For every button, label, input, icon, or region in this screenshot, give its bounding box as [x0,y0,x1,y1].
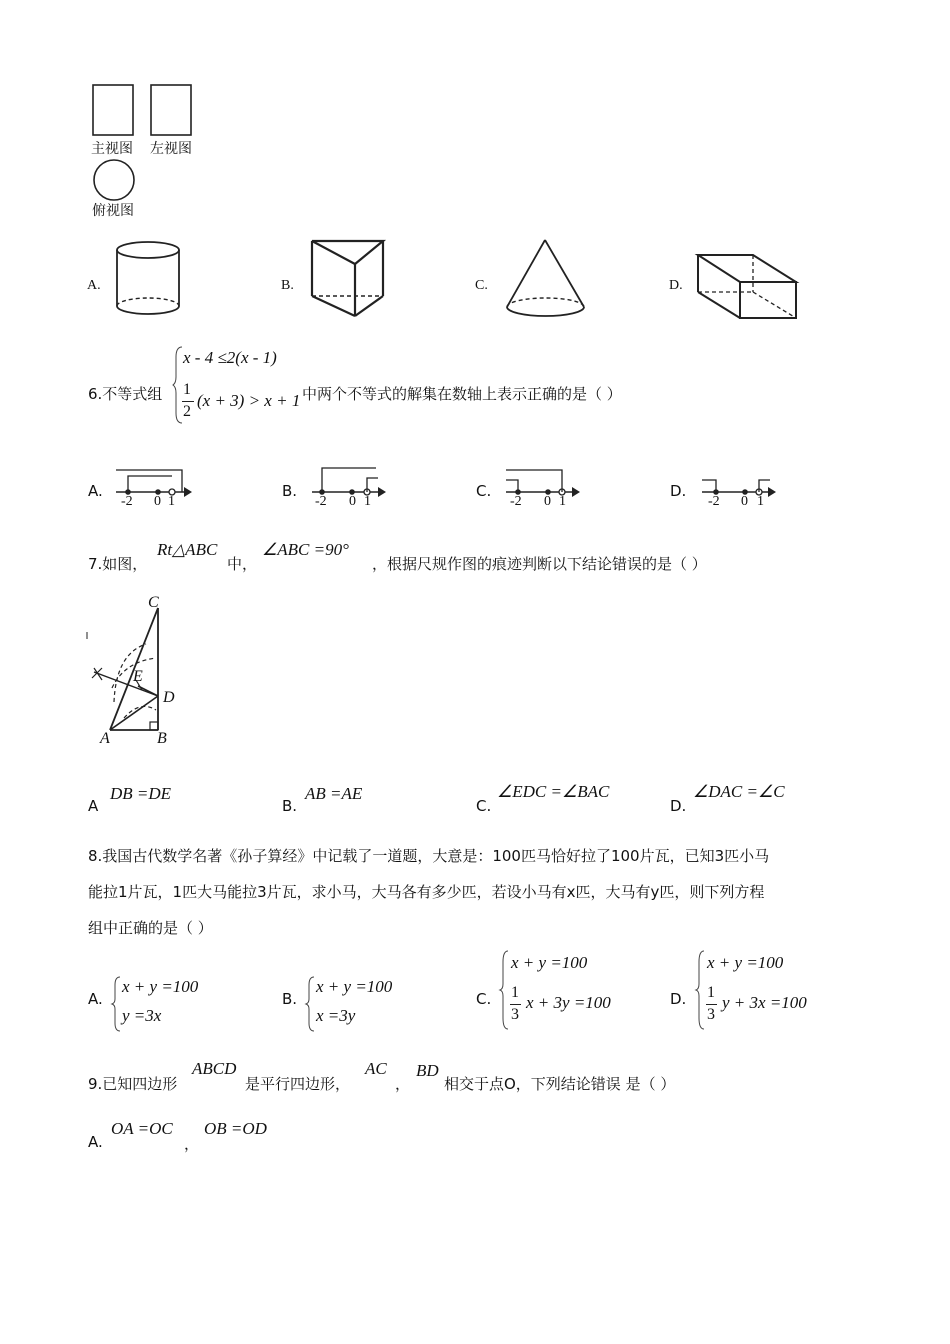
q6-d-tick-0: 0 [741,494,748,509]
q8-line-3: 组中正确的是（ ） [88,919,213,937]
q7-option-a-text[interactable]: DB =DE [110,784,172,803]
q6-a-tick-neg2: -2 [121,494,133,509]
q6-d-tick-neg2: -2 [708,494,720,509]
q8-d-frac-num: 1 [707,984,715,1001]
q7-prefix: 7.如图， [88,555,148,573]
q8-b-eq2: x =3y [316,1006,356,1025]
q8-c-frac-den: 3 [511,1006,519,1023]
q7-angle: ∠ABC =90° [262,540,349,559]
q7-label-a: A [100,730,110,747]
q9-quad: ABCD [192,1059,237,1078]
q6-fraction-den: 2 [183,403,191,420]
q7-mid: 中， [227,555,258,573]
q7-option-c-label[interactable]: C. [476,797,492,815]
q5-option-c-label[interactable]: C. [475,278,488,293]
q6-option-b-label[interactable]: B. [282,482,298,500]
q6-d-tick-1: 1 [757,494,764,509]
q6-option-c-label[interactable]: C. [476,482,492,500]
q6-fraction-bar [182,401,194,402]
q6-c-tick-0: 0 [544,494,551,509]
q8-line-1: 8.我国古代数学名著《孙子算经》中记载了一道题，大意是：100匹马恰好拉了100片瓦，已知3匹小马 [88,847,770,865]
q7-option-b-text[interactable]: AB =AE [305,784,363,803]
q8-c-eq1: x + y =100 [511,953,588,972]
q8-c-brace-icon [500,950,510,1030]
q9-ac: AC [365,1059,387,1078]
q5-option-b-label[interactable]: B. [281,278,294,293]
q6-a-tick-0: 0 [154,494,161,509]
q7-option-b-label[interactable]: B. [282,797,298,815]
left-view-label: 左视图 [150,142,192,157]
q9-option-a-sep: ， [184,1135,200,1153]
q8-d-brace-icon [696,950,706,1030]
q8-d-frac-den: 3 [707,1006,715,1023]
q7-option-d-text[interactable]: ∠DAC =∠C [693,782,785,801]
q6-inequality-2: (x + 3) > x + 1 [197,391,301,410]
q6-a-tick-1: 1 [168,494,175,509]
q6-c-tick-1: 1 [559,494,566,509]
q9-option-a-part1[interactable]: OA =OC [111,1119,173,1138]
q8-c-eq2: x + 3y =100 [526,993,611,1012]
q6-option-d-label[interactable]: D. [670,482,687,500]
cuboid-shape [693,250,813,350]
q8-d-eq1: x + y =100 [707,953,784,972]
q8-option-b-label[interactable]: B. [282,990,298,1008]
q7-suffix: ，根据尺规作图的痕迹判断以下结论错误的是（ ） [372,555,707,573]
q6-b-tick-0: 0 [349,494,356,509]
front-view-label: 主视图 [91,142,133,157]
q6-option-a-label[interactable]: A. [88,482,103,500]
q6-c-tick-neg2: -2 [510,494,522,509]
q8-option-c-label[interactable]: C. [476,990,492,1008]
q7-triangle: Rt△ABC [157,540,218,559]
q8-b-eq1: x + y =100 [316,977,393,996]
q7-option-d-label[interactable]: D. [670,797,687,815]
q7-label-c: C [148,594,159,611]
q8-option-d-label[interactable]: D. [670,990,687,1008]
q7-option-a-label[interactable]: A [88,797,99,815]
q9-option-a-label[interactable]: A. [88,1133,103,1151]
q8-c-frac-num: 1 [511,984,519,1001]
cone-shape [500,235,600,335]
q5-option-a-label[interactable]: A. [87,278,101,293]
q8-a-brace-icon [112,976,122,1032]
q9-prefix: 9.已知四边形 [88,1075,178,1093]
q8-b-brace-icon [306,976,316,1032]
q6-fraction-num: 1 [183,381,191,398]
q9-comma: ， [395,1075,411,1093]
q8-c-frac-bar [510,1004,521,1005]
q7-option-c-text[interactable]: ∠EDC =∠BAC [497,782,610,801]
top-view-label: 俯视图 [92,204,134,219]
q8-d-frac-bar [706,1004,717,1005]
q6-b-tick-1: 1 [364,494,371,509]
q6-b-tick-neg2: -2 [315,494,327,509]
q9-option-a-part2[interactable]: OB =OD [204,1119,267,1138]
q9-mid: 是平行四边形， [245,1075,351,1093]
q6-prefix: 6.不等式组 [88,385,163,403]
q7-label-e: E [133,668,143,685]
q8-d-eq2: y + 3x =100 [722,993,807,1012]
q7-label-d: D [163,689,175,706]
triangular-prism-shape [305,236,405,336]
q7-label-b: B [157,730,167,747]
q6-suffix: 中两个不等式的解集在数轴上表示正确的是（ ） [302,385,622,403]
q6-inequality-1: x - 4 ≤2(x - 1) [183,348,277,367]
q8-a-eq1: x + y =100 [122,977,199,996]
q8-line-2: 能拉1片瓦，1匹大马能拉3片瓦，求小马，大马各有多少匹，若设小马有x匹，大马有y匹，则下列方程 [88,883,765,901]
q8-option-a-label[interactable]: A. [88,990,103,1008]
q9-bd: BD [416,1061,439,1080]
q9-suffix: 相交于点O，下列结论错误 是（ ） [444,1075,676,1093]
q5-option-d-label[interactable]: D. [669,278,683,293]
cylinder-shape [110,238,210,338]
q8-a-eq2: y =3x [122,1006,162,1025]
